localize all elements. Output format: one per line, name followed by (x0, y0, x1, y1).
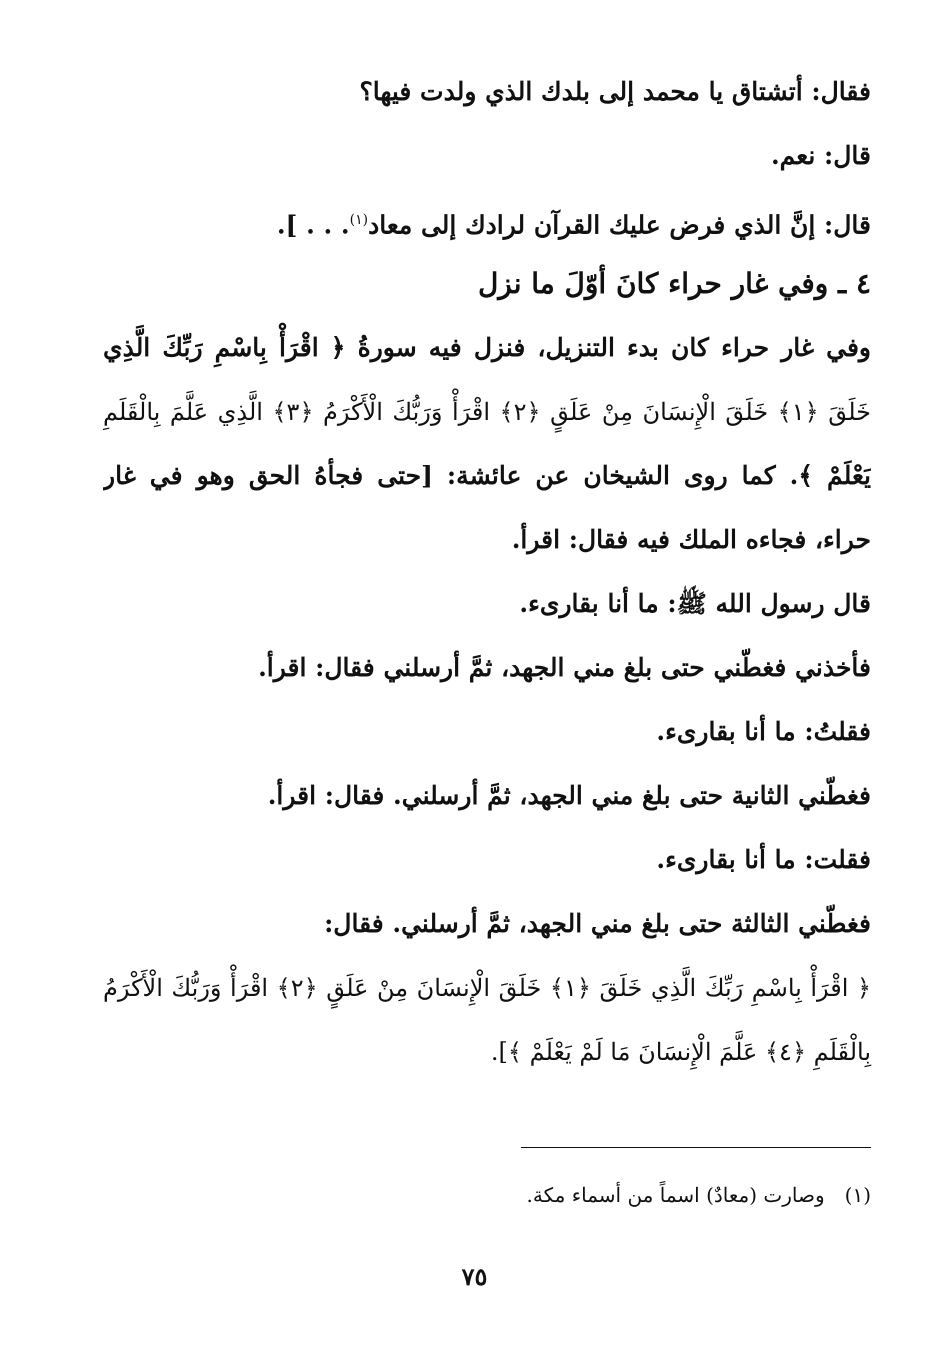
text-line: يَعْلَمْ ﴾. كما روى الشيخان عن عائشة: [حتى فجأهُ الحق وهو في غار (103, 461, 871, 490)
text-line: فأخذني فغطّني حتى بلغ مني الجهد، ثمَّ أرسلني فقال: اقرأ. (258, 653, 871, 682)
main-text (103, 60, 871, 1084)
text-line: فغطّني الثالثة حتى بلغ مني الجهد، ثمَّ أرسلني. فقال: (324, 909, 871, 938)
text-line-segment: . . . ]. (276, 210, 350, 240)
text-line: فقال: أتشتاق يا محمد إلى بلدك الذي ولدت فيها؟ (359, 77, 871, 106)
text-line-segment: قال: إنَّ الذي فرض عليك القرآن لرادك إلى معاد (368, 210, 871, 240)
quran-verse-line: بِالْقَلَمِ ﴿٤﴾ عَلَّمَ الْإِنسَانَ مَا لَمْ يَعْلَمْ ﴾]. (490, 1038, 871, 1066)
footnote (103, 1180, 871, 1210)
footnote-number: (١) (844, 1183, 871, 1207)
section-heading: ٤ ـ وفي غار حراء كانَ أوّلَ ما نزل (477, 267, 871, 300)
quran-verse-line: خَلَقَ ﴿١﴾ خَلَقَ الْإِنسَانَ مِنْ عَلَقٍ ﴿٢﴾ اقْرَأْ وَرَبُّكَ الْأَكْرَمُ ﴿٣﴾ الَّذِي عَلَّمَ بِالْقَلَمِ (103, 398, 871, 426)
quran-verse-line: ﴿ اقْرَأْ بِاسْمِ رَبِّكَ الَّذِي خَلَقَ ﴿١﴾ خَلَقَ الْإِنسَانَ مِنْ عَلَقٍ ﴿٢﴾ اقْرَأْ وَرَبُّكَ الْأَكْرَمُ (103, 974, 871, 1002)
text-line: فغطّني الثانية حتى بلغ مني الجهد، ثمَّ أرسلني. فقال: اقرأ. (267, 781, 871, 810)
footnote-divider (521, 1147, 871, 1148)
text-line-with-footnote (103, 188, 871, 252)
text-line: فقلت: ما أنا بقارىء. (656, 845, 871, 874)
text-line: قال: نعم. (770, 141, 871, 170)
footnote-text: وصارت (معادٌ) اسماً من أسماء مكة. (526, 1183, 825, 1207)
page-number: ٧٥ (461, 1262, 488, 1291)
text-line: قال رسول الله ﷺ: ما أنا بقارىء. (519, 589, 871, 618)
footnote-marker[interactable]: (١) (349, 212, 369, 228)
text-line: حراء، فجاءه الملك فيه فقال: اقرأ. (511, 525, 871, 554)
text-line: وفي غار حراء كان بدء التنزيل، فنزل فيه سورةُ ﴿ اقْرَأْ بِاسْمِ رَبِّكَ الَّذِي (103, 333, 871, 362)
text-line: فقلتُ: ما أنا بقارىء. (656, 717, 871, 746)
